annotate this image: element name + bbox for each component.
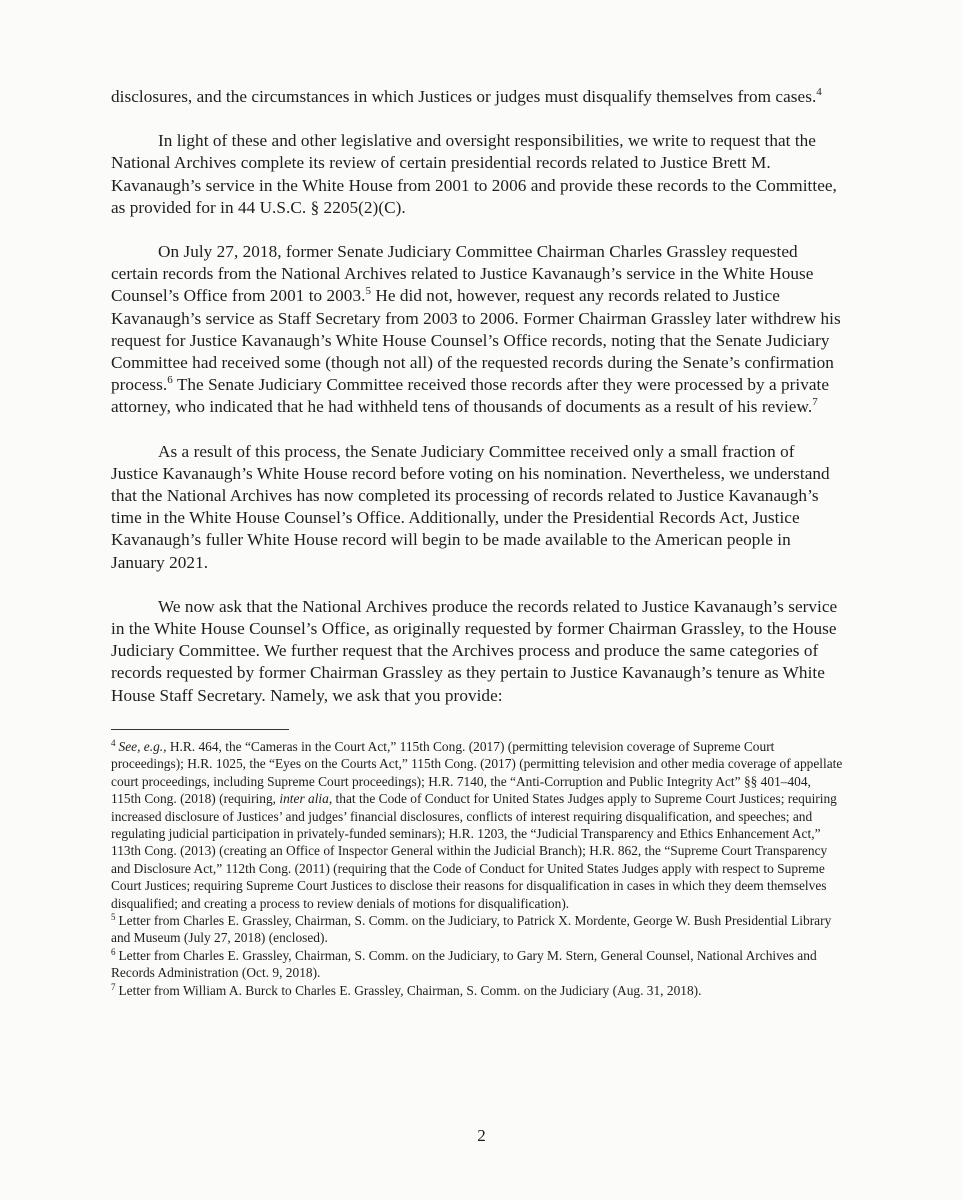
paragraph-1: disclosures, and the circumstances in which Justices or judges must disqualify themselves from cases.$^4$ (111, 86, 822, 106)
footnotes (111, 738, 843, 999)
letter-body (111, 86, 843, 707)
paragraph-2: In light of these and other legislative and oversight responsibilities, we write to request that the National Archives complete its review of certain presidential records related to Justice Brett M. Kavanaugh’s service in the White House from 2001 to 2006 and provide these records to the Committee, as provided for in 44 U.S.C. § 2205(2)(C). (111, 131, 837, 217)
paragraph-4: As a result of this process, the Senate Judiciary Committee received only a small fraction of Justice Kavanaugh’s White House record before voting on his nomination. Nevertheless, we understand that the National Archives has now completed its processing of records related to Justice Kavanaugh’s time in the White House Counsel’s Office. Additionally, under the Presidential Records Act, Justice Kavanaugh’s fuller White House record will begin to be made available to the American people in January 2021. (111, 441, 830, 572)
paragraph-3: On July 27, 2018, former Senate Judiciary Committee Chairman Charles Grassley requested certain records from the National Archives related to Justice Kavanaugh’s service in the White House Counsel’s Office from 2001 to 2003.$^5$ He did not, however, request any records related to Justice Kavanaugh’s service as Staff Secretary from 2003 to 2006. Former Chairman Grassley later withdrew his request for Justice Kavanaugh’s White House Counsel’s Office records, noting that the Senate Judiciary Committee had received some (though not all) of the requested records during the Senate’s confirmation process.$^6$ The Senate Judiciary Committee received those records after they were processed by a private attorney, who indicated that he had withheld tens of thousands of documents as a result of his review.$^7$ (111, 242, 841, 417)
footnote-ref-6: 6 (167, 374, 173, 387)
footnote-ref-5: 5 (365, 285, 372, 298)
footnote-ref-7: 7 (812, 396, 818, 409)
footnote-5: $^5$ Letter from Charles E. Grassley, Chairman, S. Comm. on the Judiciary, to Patrick X. Mordente, George W. Bush Presidential Library and Museum (July 27, 2018) (enclosed). (111, 911, 832, 946)
page-number: 2 (477, 1126, 486, 1145)
paragraph-5: We now ask that the National Archives produce the records related to Justice Kavanaugh’s service in the White House Counsel’s Office, as originally requested by former Chairman Grassley, to the House Judiciary Committee. We further request that the Archives process and produce the same categories of records requested by former Chairman Grassley as they pertain to Justice Kavanaugh’s tenure as White House Staff Secretary. Namely, we ask that you provide: (111, 596, 838, 705)
footnote-7: $^7$ Letter from William A. Burck to Charles E. Grassley, Chairman, S. Comm. on the Judiciary (Aug. 31, 2018). (111, 981, 702, 998)
footnote-divider (111, 729, 289, 730)
footnote-ref-4: 4 (816, 86, 822, 98)
footnote-4: $^4$ See, e.g., H.R. 464, the “Cameras in the Court Act,” 115th Cong. (2017) (permitting television coverage of Supreme Court proceedings); H.R. 1025, the “Eyes on the Courts Act,” 115th Cong. (2017) (permitting television and other media coverage of appellate court proceedings, including Supreme Court proceedings); H.R. 7140, the “Anti-Corruption and Public Integrity Act” §§ 401–404, 115th Cong. (2018) (requiring, inter alia, that the Code of Conduct for United States Judges apply to Supreme Court Justices; requiring increased disclosure of Justices’ and judges’ financial disclosures, conflicts of interest requiring disqualification, and speeches; and regulating judicial participation in privately-funded seminars); H.R. 1203, the “Judicial Transparency and Ethics Enhancement Act,” 113th Cong. (2013) (creating an Office of Inspector General within the Judicial Branch); H.R. 862, the “Supreme Court Transparency and Disclosure Act,” 112th Cong. (2011) (requiring that the Code of Conduct for United States Judges apply with respect to Supreme Court Justices; requiring Supreme Court Justices to disclose their reasons for disqualification in cases in which they deem themselves disqualified; and creating a process to review denials of motions for disqualification). (111, 737, 843, 911)
footnote-6: $^6$ Letter from Charles E. Grassley, Chairman, S. Comm. on the Judiciary, to Gary M. Stern, General Counsel, National Archives and Records Administration (Oct. 9, 2018). (111, 946, 817, 981)
